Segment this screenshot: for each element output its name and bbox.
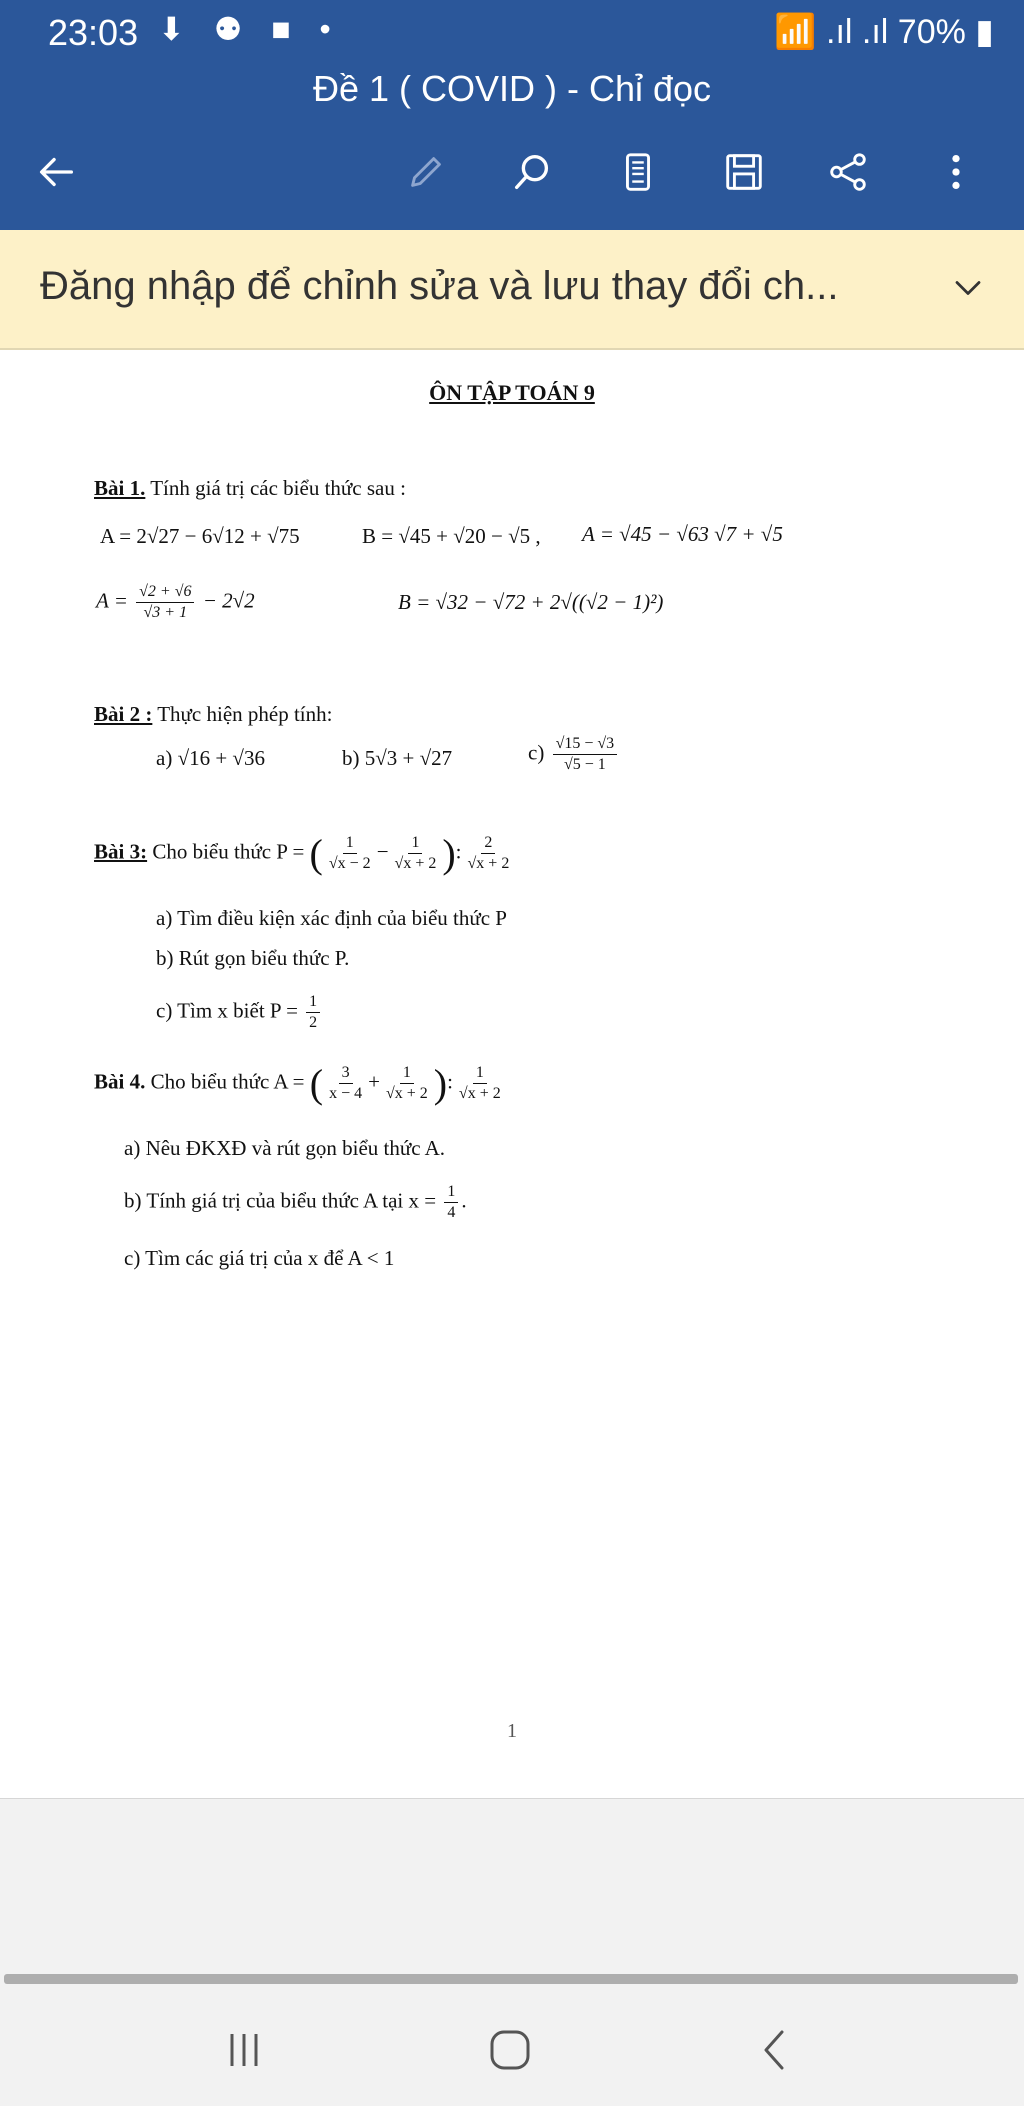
- close-paren: ): [433, 1061, 448, 1106]
- bai4-b-text: b) Tính giá trị của biểu thức A tại x =: [124, 1188, 437, 1213]
- document-page: [0, 350, 1024, 1799]
- back-arrow-icon[interactable]: [24, 140, 88, 204]
- fraction-denominator: √x + 2: [385, 1085, 428, 1102]
- fraction-denominator: √5 − 1: [563, 756, 606, 773]
- bai2-c: [528, 734, 620, 775]
- mobile-view-icon[interactable]: [606, 140, 670, 204]
- bai4-f1: [326, 1063, 365, 1104]
- close-paren: ): [442, 831, 456, 876]
- bai1-expr-d: [96, 582, 255, 623]
- bai3-heading: Bài 3: Cho biểu thức P = ( $\frac{1}{√x - 2}$ − $\frac{1}{√x + 2}$ ): $\frac{2}{√x + 2}$: [94, 830, 515, 877]
- toolbar: [0, 130, 1024, 210]
- bai4-heading: Bài 4. Cho biểu thức A = ( $\frac{3}{x - 4}$ + $\frac{1}{√x + 2}$ ): $\frac{1}{√x + 2}$: [94, 1060, 507, 1107]
- fraction-numerator: 1: [343, 833, 357, 854]
- fraction-denominator: x − 4: [329, 1085, 363, 1102]
- sign-in-banner[interactable]: [0, 230, 1024, 350]
- fraction-denominator: √x + 2: [394, 855, 437, 872]
- bai3-f3: [465, 833, 513, 874]
- bai2-c-fraction: [553, 734, 618, 775]
- open-paren: (: [309, 831, 323, 876]
- fraction-numerator: 1: [444, 1182, 458, 1203]
- bai1-expr-b: B = √45 + √20 − √5 ,: [362, 524, 541, 548]
- fraction-numerator: 2: [481, 833, 495, 854]
- open-paren: (: [309, 1061, 324, 1106]
- bai3-c: [156, 992, 323, 1033]
- fraction-numerator: 1: [408, 833, 422, 854]
- bai2-text: Thực hiện phép tính:: [157, 702, 333, 726]
- home-icon[interactable]: [470, 2010, 550, 2090]
- bai4-b-fraction: [444, 1182, 458, 1223]
- bai2-b: b) 5√3 + √27: [342, 746, 453, 770]
- bai4-b: b) Tính giá trị của biểu thức A tại x = $\frac{1}{4}$ .: [124, 1183, 467, 1221]
- horizontal-scrollbar[interactable]: [4, 1974, 1018, 1984]
- bai3-a: a) Tìm điều kiện xác định của biểu thức P: [156, 906, 507, 930]
- bai4-f2: [383, 1063, 431, 1104]
- bai1-label: Bài 1.: [94, 476, 146, 500]
- bai3-c-fraction: [306, 992, 320, 1033]
- recent-apps-icon[interactable]: [204, 2010, 284, 2090]
- notification-icons: ⬇ ⚉ ■ •: [158, 11, 341, 47]
- bai2-label: Bài 2 :: [94, 702, 153, 726]
- fraction-denominator: 2: [309, 1014, 318, 1031]
- fraction-numerator: 3: [339, 1063, 353, 1084]
- bai1-d-fraction: [136, 582, 194, 623]
- bai2-heading: [94, 702, 332, 727]
- bai3-text: Cho biểu thức P =: [152, 839, 305, 864]
- bai1-expr-e: B = √32 − √72 + 2√((√2 − 1)²): [398, 590, 664, 614]
- save-icon[interactable]: [712, 140, 776, 204]
- status-bar: [0, 0, 1024, 64]
- app-header: [0, 0, 1024, 230]
- doc-heading: ÔN TẬP TOÁN 9: [429, 380, 595, 405]
- bai4-f3: [456, 1063, 504, 1104]
- bai3-c-text: c) Tìm x biết P =: [156, 998, 298, 1023]
- fraction-denominator: √x − 2: [328, 855, 371, 872]
- fraction-numerator: √2 + √6: [136, 582, 194, 603]
- fraction-numerator: √15 − √3: [553, 734, 618, 755]
- bai2-c-label: c): [528, 740, 545, 765]
- chevron-down-icon[interactable]: [946, 266, 990, 310]
- bai1-heading: [94, 476, 406, 501]
- page-number: 1: [507, 1720, 517, 1742]
- system-icons: 📶 .ıl .ıl 70% ▮: [774, 13, 994, 51]
- pencil-icon[interactable]: [394, 140, 458, 204]
- bai1-d-label: A =: [96, 588, 128, 613]
- bai1-text: Tính giá trị các biểu thức sau :: [150, 476, 406, 500]
- system-nav-bar: [0, 1990, 1024, 2106]
- bai1-expr-a: A = 2√27 − 6√12 + √75: [100, 524, 300, 548]
- bai2-a: a) √16 + √36: [156, 746, 265, 770]
- search-icon[interactable]: [500, 140, 564, 204]
- bai1-expr-c: A = √45 − √63 √7 + √5: [582, 522, 783, 546]
- document-title: Đề 1 ( COVID ) - Chỉ đọc: [312, 68, 712, 109]
- status-time: 23:03: [48, 12, 139, 53]
- share-icon[interactable]: [816, 140, 880, 204]
- fraction-denominator: √3 + 1: [143, 604, 188, 621]
- fraction-numerator: 1: [400, 1063, 414, 1084]
- bai3-f2: [392, 833, 440, 874]
- bai4-text: Cho biểu thức A =: [150, 1069, 305, 1094]
- fraction-numerator: 1: [306, 992, 320, 1013]
- fraction-denominator: √x + 2: [467, 855, 510, 872]
- banner-message: Đăng nhập để chỉnh sửa và lưu thay đổi ch...: [40, 264, 839, 308]
- bai4-label: Bài 4.: [94, 1069, 146, 1094]
- bai3-label: Bài 3:: [94, 839, 148, 864]
- bai1-d-tail: − 2√2: [202, 588, 255, 613]
- bai4-a: a) Nêu ĐKXĐ và rút gọn biểu thức A.: [124, 1136, 446, 1160]
- back-icon[interactable]: [736, 2010, 816, 2090]
- fraction-numerator: 1: [473, 1063, 487, 1084]
- fraction-denominator: √x + 2: [458, 1085, 501, 1102]
- bai3-b: b) Rút gọn biểu thức P.: [156, 946, 350, 970]
- bai3-f1: [326, 833, 374, 874]
- bai4-c: c) Tìm các giá trị của x để A < 1: [124, 1246, 395, 1270]
- fraction-denominator: 4: [447, 1204, 456, 1221]
- more-icon[interactable]: [924, 140, 988, 204]
